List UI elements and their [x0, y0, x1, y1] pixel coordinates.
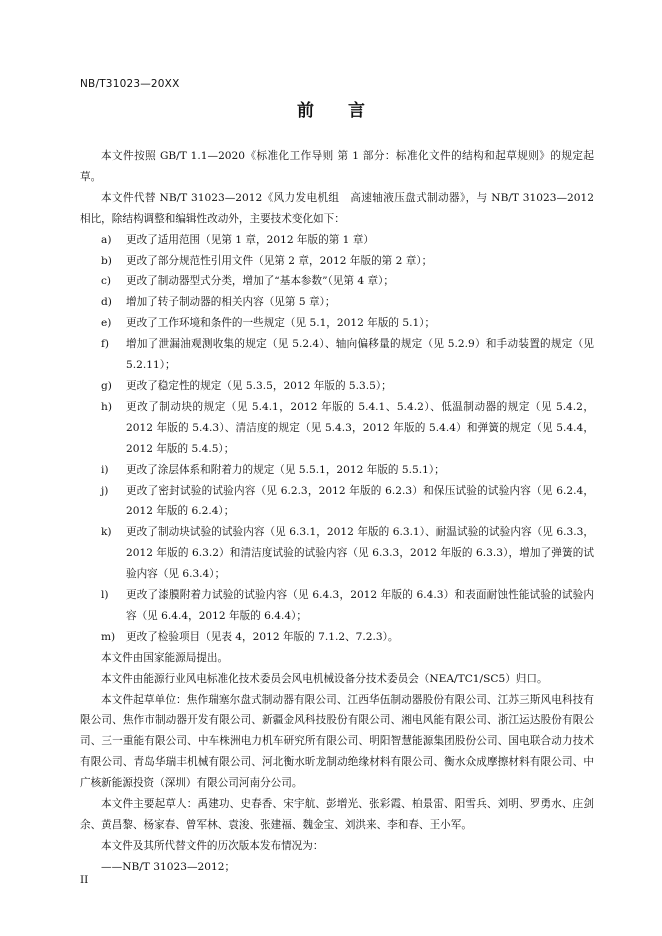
title-char-1: 前	[297, 101, 314, 121]
list-item	[80, 627, 594, 648]
list-item-label: i)	[101, 463, 109, 476]
list-item	[80, 292, 594, 313]
list-item	[80, 522, 594, 585]
page-number: II	[80, 874, 89, 886]
paragraph-committee: 本文件由能源行业风电标准化技术委员会风电机械设备分技术委员会（NEA/TC1/SC5）归口。	[101, 672, 548, 685]
list-item-label: f)	[101, 338, 110, 351]
list-item	[80, 313, 594, 334]
list-item-text: 更改了部分规范性引用文件（见第 2 章，2012 年版的第 2 章）；	[126, 254, 433, 267]
list-item	[80, 376, 594, 397]
list-item-label: j)	[101, 484, 109, 497]
paragraph-history-intro: 本文件及其所代替文件的历次版本发布情况为：	[101, 839, 324, 852]
paragraph-replacement: 本文件代替 NB/T 31023—2012《风力发电机组 高速轴液压盘式制动器》，与 NB/T 31023—2012 相比，除结构调整和编辑性改动外，主要技术变化如下：	[80, 191, 594, 225]
list-item-text: 更改了涂层体系和附着力的规定（见 5.5.1，2012 年版的 5.5.1）；	[126, 463, 445, 476]
page-title	[0, 96, 662, 121]
list-item-label: l)	[101, 589, 109, 602]
paragraph-drafters: 本文件主要起草人：禹建功、史春香、宋宇航、彭增光、张彩霞、柏景雷、阳雪兵、刘明、罗勇水、庄剑余、黄昌黎、杨家春、曾军林、袁浚、张建福、魏金宝、刘洪来、李和春、王小军。	[80, 798, 594, 831]
list-item-text: 更改了制动块试验的试验内容（见 6.3.1，2012 年版的 6.3.1）、耐温试验的试验内容（见 6.3.3，2012 年版的 6.3.2）和清洁度试验的试验内容（见 6.3.3，2012 年版的 6.3.3），增加了弹簧的试验内容（见 6.3.4）；	[126, 526, 594, 581]
list-item	[80, 334, 594, 376]
list-item	[80, 271, 594, 292]
paragraph-drafting-units: 本文件起草单位：焦作瑞塞尔盘式制动器有限公司、江西华伍制动器股份有限公司、江苏三斯风电科技有限公司、焦作市制动器开发有限公司、新疆金风科技股份有限公司、湘电风能有限公司、浙江运达股份有限公司、三一重能有限公司、中车株洲电力机车研究所有限公司、明阳智慧能源集团股份公司、国电联合动力技术有限公司、青岛华瑞丰机械有限公司、河北衡水昕龙制动绝缘材料有限公司、衡水众成摩擦材料有限公司、中广核新能源投资（深圳）有限公司河南分公司。	[80, 693, 594, 790]
list-item-text: 增加了转子制动器的相关内容（见第 5 章）；	[126, 296, 336, 309]
paragraph-proposer: 本文件由国家能源局提出。	[101, 651, 229, 664]
list-item-text: 更改了制动器型式分类，增加了“基本参数”（见第 4 章）；	[126, 275, 394, 288]
list-item-text: 更改了密封试验的试验内容（见 6.2.3，2012 年版的 6.2.3）和保压试验的试验内容（见 6.2.4，2012 年版的 6.2.4）；	[126, 484, 594, 518]
list-item-label: k)	[101, 526, 112, 539]
list-item-label: m)	[101, 630, 116, 643]
list-item-label: d)	[101, 296, 112, 309]
list-item-label: c)	[101, 275, 112, 288]
list-item-text: 增加了泄漏油观测收集的规定（见 5.2.4）、轴向偏移量的规定（见 5.2.9）和手动装置的规定（见 5.2.11）；	[126, 338, 594, 372]
list-item-label: e)	[101, 317, 112, 330]
list-item-label: b)	[101, 254, 112, 267]
list-item-text: 更改了检验项目（见表 4，2012 年版的 7.1.2、7.2.3）。	[126, 630, 399, 643]
list-item-text: 更改了工作环境和条件的一些规定（见 5.1，2012 年版的 5.1）；	[126, 317, 436, 330]
list-item	[80, 585, 594, 627]
list-item	[80, 481, 594, 523]
list-item-text: 更改了制动块的规定（见 5.4.1，2012 年版的 5.4.1、5.4.2）、低温制动器的规定（见 5.4.2，2012 年版的 5.4.3）、清洁度的规定（见 5.4.3，2012 年版的 5.4.4）和弹簧的规定（见 5.4.4，2012 年版的 5.4.5）；	[126, 400, 594, 455]
history-entry: ——NB/T 31023—2012；	[101, 860, 236, 873]
list-item-text: 更改了漆膜附着力试验的试验内容（见 6.4.3，2012 年版的 6.4.3）和表面耐蚀性能试验的试验内容（见 6.4.4，2012 年版的 6.4.4）；	[126, 589, 594, 622]
list-item	[80, 230, 594, 251]
list-item	[80, 397, 594, 460]
paragraph-drafting-rules: 本文件按照 GB/T 1.1—2020《标准化工作导则 第 1 部分：标准化文件的结构和起草规则》的规定起草。	[80, 150, 594, 183]
list-item-label: h)	[101, 400, 112, 413]
document-code: NB/T31023—20XX	[80, 78, 180, 90]
list-item-text: 更改了适用范围（见第 1 章，2012 年版的第 1 章）	[126, 233, 374, 246]
changes-list	[80, 230, 594, 648]
list-item-text: 更改了稳定性的规定（见 5.3.5，2012 年版的 5.3.5）；	[126, 379, 392, 392]
list-item-label: g)	[101, 379, 112, 392]
list-item	[80, 251, 594, 272]
title-char-2: 言	[348, 101, 365, 121]
list-item	[80, 460, 594, 481]
foreword-body	[80, 146, 594, 878]
list-item-label: a)	[101, 233, 112, 246]
